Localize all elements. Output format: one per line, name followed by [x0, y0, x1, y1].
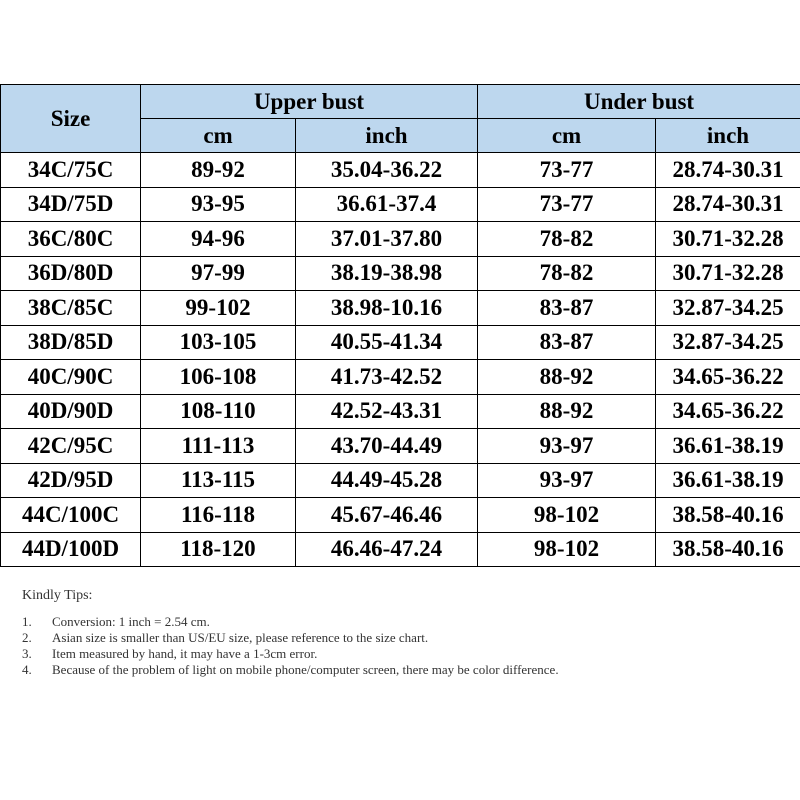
- size-row: [1, 394, 800, 429]
- upper-bust-inch-cell: 35.04-36.22: [296, 153, 478, 188]
- tip-item: [22, 630, 722, 646]
- tip-number: 3.: [22, 646, 32, 661]
- under-bust-inch-cell: 30.71-32.28: [656, 222, 800, 257]
- upper-bust-cm-cell: 116-118: [141, 498, 296, 533]
- size-cell: 36D/80D: [1, 256, 141, 291]
- upper-bust-inch-header: inch: [296, 119, 478, 153]
- size-cell: 40D/90D: [1, 394, 141, 429]
- upper-bust-cm-cell: 103-105: [141, 325, 296, 360]
- size-row: [1, 498, 800, 533]
- under-bust-cm-cell: 78-82: [478, 222, 656, 257]
- size-cell: 38C/85C: [1, 291, 141, 326]
- size-row: [1, 360, 800, 395]
- size-cell: 34D/75D: [1, 187, 141, 222]
- under-bust-cm-cell: 73-77: [478, 187, 656, 222]
- under-bust-inch-header: inch: [656, 119, 800, 153]
- size-row: [1, 153, 800, 188]
- under-bust-inch-cell: 34.65-36.22: [656, 394, 800, 429]
- size-cell: 44C/100C: [1, 498, 141, 533]
- size-row: [1, 325, 800, 360]
- kindly-tips: [22, 588, 722, 678]
- tips-title: Kindly Tips:: [22, 588, 93, 603]
- under-bust-cm-cell: 83-87: [478, 325, 656, 360]
- under-bust-inch-cell: 32.87-34.25: [656, 325, 800, 360]
- tip-item: [22, 646, 722, 662]
- under-bust-inch-cell: 38.58-40.16: [656, 498, 800, 533]
- tip-item: [22, 614, 722, 630]
- upper-bust-cm-cell: 113-115: [141, 463, 296, 498]
- size-row: [1, 532, 800, 567]
- tip-text: Item measured by hand, it may have a 1-3cm error.: [52, 646, 318, 661]
- under-bust-inch-cell: 28.74-30.31: [656, 187, 800, 222]
- under-bust-inch-cell: 34.65-36.22: [656, 360, 800, 395]
- size-cell: 34C/75C: [1, 153, 141, 188]
- size-row: [1, 256, 800, 291]
- tip-number: 2.: [22, 630, 32, 645]
- size-row: [1, 429, 800, 464]
- upper-bust-cm-cell: 106-108: [141, 360, 296, 395]
- size-cell: 36C/80C: [1, 222, 141, 257]
- under-bust-inch-cell: 28.74-30.31: [656, 153, 800, 188]
- upper-bust-inch-cell: 37.01-37.80: [296, 222, 478, 257]
- under-bust-inch-cell: 36.61-38.19: [656, 463, 800, 498]
- size-cell: 38D/85D: [1, 325, 141, 360]
- upper-bust-inch-cell: 43.70-44.49: [296, 429, 478, 464]
- upper-bust-inch-cell: 38.19-38.98: [296, 256, 478, 291]
- under-bust-cm-cell: 88-92: [478, 360, 656, 395]
- under-bust-inch-cell: 38.58-40.16: [656, 532, 800, 567]
- upper-bust-inch-cell: 42.52-43.31: [296, 394, 478, 429]
- upper-bust-cm-header: cm: [141, 119, 296, 153]
- size-row: [1, 291, 800, 326]
- size-header: Size: [1, 85, 141, 153]
- upper-bust-inch-cell: 46.46-47.24: [296, 532, 478, 567]
- under-bust-cm-header: cm: [478, 119, 656, 153]
- under-bust-inch-cell: 32.87-34.25: [656, 291, 800, 326]
- upper-bust-inch-cell: 44.49-45.28: [296, 463, 478, 498]
- size-chart-table: [0, 84, 800, 567]
- upper-bust-inch-cell: 38.98-10.16: [296, 291, 478, 326]
- upper-bust-cm-cell: 93-95: [141, 187, 296, 222]
- size-cell: 40C/90C: [1, 360, 141, 395]
- tip-item: [22, 662, 722, 678]
- under-bust-cm-cell: 93-97: [478, 429, 656, 464]
- upper-bust-inch-cell: 36.61-37.4: [296, 187, 478, 222]
- under-bust-cm-cell: 78-82: [478, 256, 656, 291]
- upper-bust-cm-cell: 99-102: [141, 291, 296, 326]
- tip-text: Asian size is smaller than US/EU size, please reference to the size chart.: [52, 630, 429, 645]
- size-row: [1, 463, 800, 498]
- tip-text: Because of the problem of light on mobile phone/computer screen, there may be color difference.: [52, 662, 559, 677]
- under-bust-inch-cell: 36.61-38.19: [656, 429, 800, 464]
- upper-bust-inch-cell: 45.67-46.46: [296, 498, 478, 533]
- under-bust-inch-cell: 30.71-32.28: [656, 256, 800, 291]
- size-cell: 44D/100D: [1, 532, 141, 567]
- upper-bust-cm-cell: 97-99: [141, 256, 296, 291]
- size-cell: 42C/95C: [1, 429, 141, 464]
- tips-list: [22, 614, 722, 678]
- upper-bust-cm-cell: 108-110: [141, 394, 296, 429]
- under-bust-cm-cell: 88-92: [478, 394, 656, 429]
- under-bust-cm-cell: 83-87: [478, 291, 656, 326]
- upper-bust-header: Upper bust: [141, 85, 478, 119]
- under-bust-header: Under bust: [478, 85, 800, 119]
- size-chart-header: [1, 85, 800, 153]
- under-bust-cm-cell: 98-102: [478, 498, 656, 533]
- size-cell: 42D/95D: [1, 463, 141, 498]
- under-bust-cm-cell: 98-102: [478, 532, 656, 567]
- upper-bust-cm-cell: 94-96: [141, 222, 296, 257]
- under-bust-cm-cell: 93-97: [478, 463, 656, 498]
- size-chart-body: [1, 153, 800, 567]
- size-row: [1, 222, 800, 257]
- upper-bust-inch-cell: 41.73-42.52: [296, 360, 478, 395]
- under-bust-cm-cell: 73-77: [478, 153, 656, 188]
- upper-bust-cm-cell: 118-120: [141, 532, 296, 567]
- upper-bust-cm-cell: 89-92: [141, 153, 296, 188]
- tip-number: 4.: [22, 662, 32, 677]
- size-row: [1, 187, 800, 222]
- tip-text: Conversion: 1 inch = 2.54 cm.: [52, 614, 210, 629]
- upper-bust-inch-cell: 40.55-41.34: [296, 325, 478, 360]
- upper-bust-cm-cell: 111-113: [141, 429, 296, 464]
- tip-number: 1.: [22, 614, 32, 629]
